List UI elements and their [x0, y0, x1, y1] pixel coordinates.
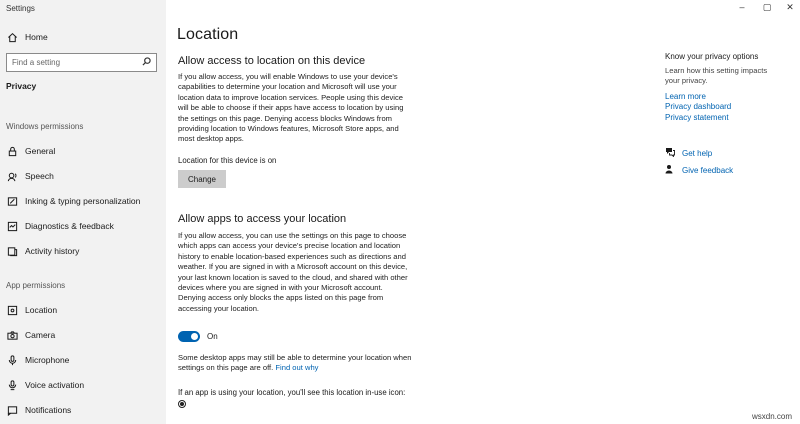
toggle-state-label: On — [207, 332, 218, 341]
app-permissions-heading: App permissions — [6, 281, 66, 290]
voice-icon — [6, 379, 18, 391]
get-help-link[interactable] — [665, 147, 712, 159]
find-out-why-link[interactable]: Find out why — [275, 363, 319, 373]
maximize-button[interactable]: ▢ — [762, 2, 772, 12]
apps-access-description: If you allow access, you can use the settings on this page to choose which apps can access your device's precise location and location history to enable location-based experiences such as directions and weather. If you are signed in with a Microsoft account on this device, your last known location is saved to the cloud, and shared with other devices where you are signed in with your Microsoft account. Denying access only blocks the apps listed on this page from accessing your location. — [178, 231, 408, 313]
in-use-icon-note: If an app is using your location, you'll see this location in-use icon: — [178, 388, 406, 397]
privacy-options-text: Learn how this setting impacts your privacy. — [665, 66, 768, 86]
sidebar-item-speech[interactable] — [6, 169, 54, 183]
search-icon — [142, 57, 151, 68]
feedback-icon — [665, 164, 682, 176]
change-button[interactable]: Change — [178, 170, 226, 188]
desktop-apps-note-text: Some desktop apps may still be able to determine your location when settings on this page are off. — [178, 353, 412, 373]
speech-icon — [6, 170, 18, 182]
location-toggle[interactable] — [178, 331, 200, 342]
camera-icon — [6, 329, 18, 341]
search-placeholder: Find a setting — [12, 58, 61, 67]
app-title: Settings — [6, 4, 35, 13]
home-link[interactable] — [6, 30, 48, 44]
device-access-heading: Allow access to location on this device — [178, 55, 366, 67]
sidebar-item-label: Activity history — [25, 246, 80, 256]
privacy-statement-link[interactable]: Privacy statement — [665, 113, 729, 122]
microphone-icon — [6, 354, 18, 366]
minimize-button[interactable]: – — [739, 2, 745, 12]
apps-access-heading: Allow apps to access your location — [178, 213, 347, 225]
sidebar-item-label: Microphone — [25, 355, 70, 365]
device-access-description: If you allow access, you will enable Windows to use your device's capabilities to determine your location and Microsoft will use your location data to improve location services. People using this device will be able to choose if their apps have access to location by using the settings on this page. Denying access blocks Windows from providing location to Windows features, Microsoft Store apps, and most desktop apps. — [178, 72, 404, 144]
sidebar-item-location[interactable] — [6, 303, 57, 317]
sidebar — [0, 0, 166, 424]
toggle-knob — [191, 333, 198, 340]
home-icon — [6, 31, 18, 43]
desktop-apps-note — [178, 353, 418, 374]
device-location-status: Location for this device is on — [178, 156, 277, 165]
history-icon — [6, 245, 18, 257]
sidebar-item-label: Camera — [25, 330, 56, 340]
privacy-options-title: Know your privacy options — [665, 52, 759, 61]
page-title: Location — [177, 26, 239, 43]
give-feedback-label: Give feedback — [682, 165, 734, 175]
sidebar-item-label: Notifications — [25, 405, 72, 415]
location-in-use-icon — [178, 400, 186, 408]
home-label: Home — [25, 32, 48, 42]
help-icon — [665, 147, 682, 159]
category-heading: Privacy — [6, 81, 37, 91]
sidebar-item-general[interactable] — [6, 144, 55, 158]
give-feedback-link[interactable] — [665, 164, 733, 176]
sidebar-item-label: Diagnostics & feedback — [25, 221, 114, 231]
watermark-text: wsxdn.com — [751, 412, 792, 421]
sidebar-item-voice-activation[interactable] — [6, 378, 84, 392]
learn-more-link[interactable]: Learn more — [665, 92, 706, 101]
sidebar-item-diagnostics[interactable] — [6, 219, 114, 233]
sidebar-item-label: Voice activation — [25, 380, 85, 390]
get-help-label: Get help — [682, 148, 713, 158]
sidebar-item-label: General — [25, 146, 56, 156]
search-input[interactable] — [6, 53, 157, 72]
sidebar-item-inking[interactable] — [6, 194, 140, 208]
sidebar-item-camera[interactable] — [6, 328, 55, 342]
sidebar-item-label: Location — [25, 305, 58, 315]
close-button[interactable]: ✕ — [786, 2, 794, 12]
notifications-icon — [6, 404, 18, 416]
privacy-dashboard-link[interactable]: Privacy dashboard — [665, 102, 732, 111]
location-icon — [6, 304, 18, 316]
sidebar-item-label: Speech — [25, 171, 54, 181]
pen-icon — [6, 195, 18, 207]
diagnostics-icon — [6, 220, 18, 232]
windows-permissions-heading: Windows permissions — [6, 122, 84, 131]
sidebar-item-notifications[interactable] — [6, 403, 71, 417]
sidebar-item-activity-history[interactable] — [6, 244, 79, 258]
sidebar-item-label: Inking & typing personalization — [25, 196, 141, 206]
lock-icon — [6, 145, 18, 157]
sidebar-item-microphone[interactable] — [6, 353, 69, 367]
